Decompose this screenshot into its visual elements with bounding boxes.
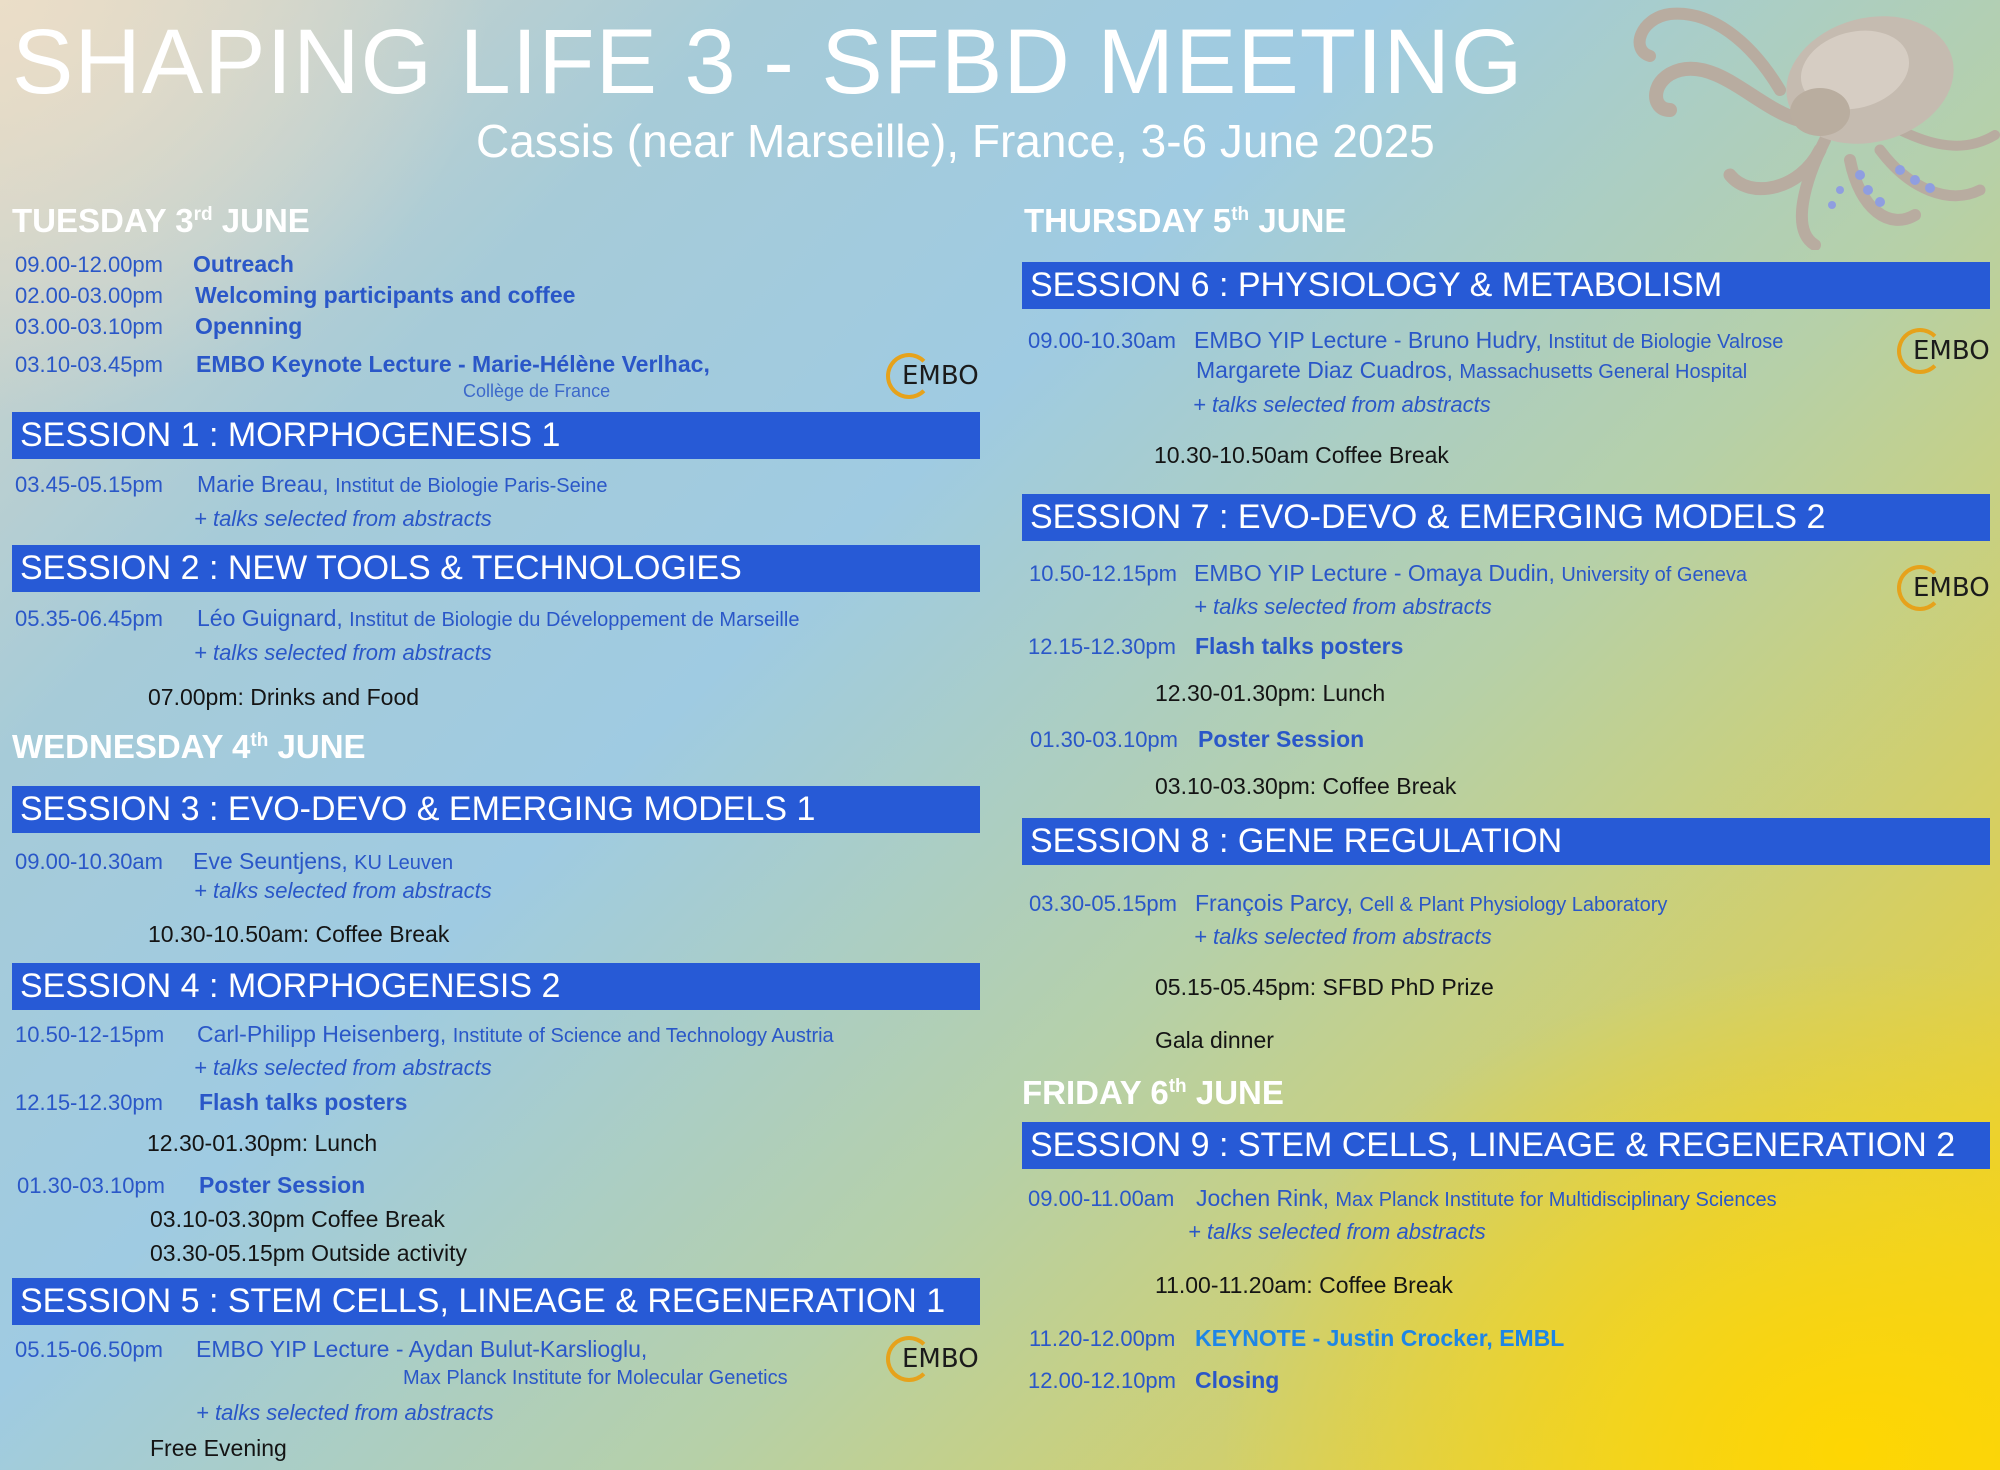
item-flash-talks: Flash talks posters [1195, 633, 1404, 659]
time-session-3: 09.00-10.30am [15, 849, 163, 874]
time-session-4: 10.50-12-15pm [15, 1022, 165, 1047]
session-1-bar: SESSION 1 : MORPHOGENESIS 1 [12, 412, 980, 459]
talks-note: + talks selected from abstracts [1188, 1219, 1486, 1244]
lunch: 12.30-01.30pm: Lunch [147, 1130, 378, 1156]
time-closing: 12.00-12.10pm [1028, 1368, 1176, 1393]
gala-dinner: Gala dinner [1155, 1027, 1274, 1053]
time-flash-talks: 12.15-12.30pm [1028, 634, 1176, 659]
day-heading-wednesday: WEDNESDAY 4th JUNE [12, 728, 366, 765]
day-heading-thursday: THURSDAY 5th JUNE [1024, 202, 1347, 239]
speaker-omaya-dudin: EMBO YIP Lecture - Omaya Dudin, University of Geneva [1194, 560, 1747, 586]
talks-note: + talks selected from abstracts [1194, 924, 1492, 949]
time-poster-session: 01.30-03.10pm [1030, 727, 1178, 752]
speaker-jochen-rink: Jochen Rink, Max Planck Institute for Multidisciplinary Sciences [1196, 1185, 1777, 1211]
coffee-break: 10.30-10.50am: Coffee Break [148, 921, 450, 947]
speaker-bruno-hudry: EMBO YIP Lecture - Bruno Hudry, Institut de Biologie Valrose [1194, 327, 1784, 353]
time-keynote-verlhac: 03.10-03.45pm [15, 352, 163, 377]
drinks-and-food: 07.00pm: Drinks and Food [148, 684, 420, 710]
time-outreach: 09.00-12.00pm [15, 252, 163, 277]
session-5-bar: SESSION 5 : STEM CELLS, LINEAGE & REGENERATION 1 [12, 1278, 980, 1325]
embo-logo: EMBO [1897, 563, 1989, 615]
item-opening: Openning [195, 313, 303, 339]
speaker-eve-seuntjens: Eve Seuntjens, KU Leuven [193, 848, 454, 874]
time-poster-session: 01.30-03.10pm [17, 1173, 165, 1198]
coffee-break: 03.10-03.30pm Coffee Break [150, 1206, 445, 1232]
speaker-francois-parcy: François Parcy, Cell & Plant Physiology Laboratory [1195, 890, 1668, 916]
time-session-5: 05.15-06.50pm [15, 1337, 163, 1362]
talks-note: + talks selected from abstracts [194, 506, 492, 531]
time-session-6: 09.00-10.30am [1028, 328, 1176, 353]
session-7-bar: SESSION 7 : EVO-DEVO & EMERGING MODELS 2 [1022, 494, 1990, 541]
talks-note: + talks selected from abstracts [1194, 594, 1492, 619]
day-heading-tuesday: TUESDAY 3rd JUNE [12, 202, 310, 239]
embo-logo: EMBO [1897, 326, 1989, 378]
talks-note: + talks selected from abstracts [194, 878, 492, 903]
item-outreach: Outreach [193, 251, 294, 277]
speaker-diaz-cuadros: Margarete Diaz Cuadros, Massachusetts General Hospital [1196, 357, 1748, 383]
session-6-bar: SESSION 6 : PHYSIOLOGY & METABOLISM [1022, 262, 1990, 309]
page-title: SHAPING LIFE 3 - SFBD MEETING [12, 11, 1524, 113]
item-keynote-verlhac: EMBO Keynote Lecture - Marie-Hélène Verlhac, [196, 351, 710, 377]
time-session-8: 03.30-05.15pm [1029, 891, 1177, 916]
item-poster-session: Poster Session [1198, 726, 1365, 752]
embo-logo: EMBO [886, 1334, 978, 1386]
time-welcome: 02.00-03.00pm [15, 283, 163, 308]
octopus-icon [1570, 0, 2000, 250]
time-flash-talks: 12.15-12.30pm [15, 1090, 163, 1115]
coffee-break: 11.00-11.20am: Coffee Break [1155, 1272, 1453, 1298]
session-2-bar: SESSION 2 : NEW TOOLS & TECHNOLOGIES [12, 545, 980, 592]
time-session-1: 03.45-05.15pm [15, 472, 163, 497]
coffee-break: 03.10-03.30pm: Coffee Break [1155, 773, 1457, 799]
item-keynote-crocker: KEYNOTE - Justin Crocker, EMBL [1195, 1325, 1565, 1351]
item-closing: Closing [1195, 1367, 1280, 1393]
day-heading-friday: FRIDAY 6th JUNE [1022, 1074, 1284, 1111]
free-evening: Free Evening [150, 1435, 287, 1461]
time-opening: 03.00-03.10pm [15, 314, 163, 339]
talks-note: + talks selected from abstracts [1193, 392, 1491, 417]
page-subtitle: Cassis (near Marseille), France, 3-6 June 2025 [476, 115, 1435, 167]
coffee-break: 10.30-10.50am Coffee Break [1154, 442, 1449, 468]
phd-prize: 05.15-05.45pm: SFBD PhD Prize [1155, 974, 1494, 1000]
session-9-bar: SESSION 9 : STEM CELLS, LINEAGE & REGENERATION 2 [1022, 1122, 1990, 1169]
outside-activity: 03.30-05.15pm Outside activity [150, 1240, 468, 1266]
time-keynote-crocker: 11.20-12.00pm [1029, 1326, 1176, 1351]
time-session-2: 05.35-06.45pm [15, 606, 163, 631]
affiliation-college-de-france: Collège de France [463, 381, 611, 401]
affiliation-mpi-molecular-genetics: Max Planck Institute for Molecular Genetics [403, 1367, 788, 1389]
time-session-7: 10.50-12.15pm [1029, 561, 1177, 586]
talks-note: + talks selected from abstracts [194, 1055, 492, 1080]
item-welcome: Welcoming participants and coffee [195, 282, 576, 308]
session-3-bar: SESSION 3 : EVO-DEVO & EMERGING MODELS 1 [12, 786, 980, 833]
session-4-bar: SESSION 4 : MORPHOGENESIS 2 [12, 963, 980, 1010]
speaker-heisenberg: Carl-Philipp Heisenberg, Institute of Science and Technology Austria [197, 1021, 834, 1047]
item-poster-session: Poster Session [199, 1172, 366, 1198]
item-flash-talks: Flash talks posters [199, 1089, 408, 1115]
time-session-9: 09.00-11.00am [1028, 1186, 1175, 1211]
embo-logo: EMBO [886, 351, 978, 403]
speaker-leo-guignard: Léo Guignard, Institut de Biologie du Développement de Marseille [197, 605, 800, 631]
speaker-bulut-karslioglu: EMBO YIP Lecture - Aydan Bulut-Karslioglu, [196, 1336, 648, 1362]
talks-note: + talks selected from abstracts [194, 640, 492, 665]
talks-note: + talks selected from abstracts [196, 1400, 494, 1425]
session-8-bar: SESSION 8 : GENE REGULATION [1022, 818, 1990, 865]
speaker-marie-breau: Marie Breau, Institut de Biologie Paris-Seine [197, 471, 608, 497]
lunch: 12.30-01.30pm: Lunch [1155, 680, 1386, 706]
